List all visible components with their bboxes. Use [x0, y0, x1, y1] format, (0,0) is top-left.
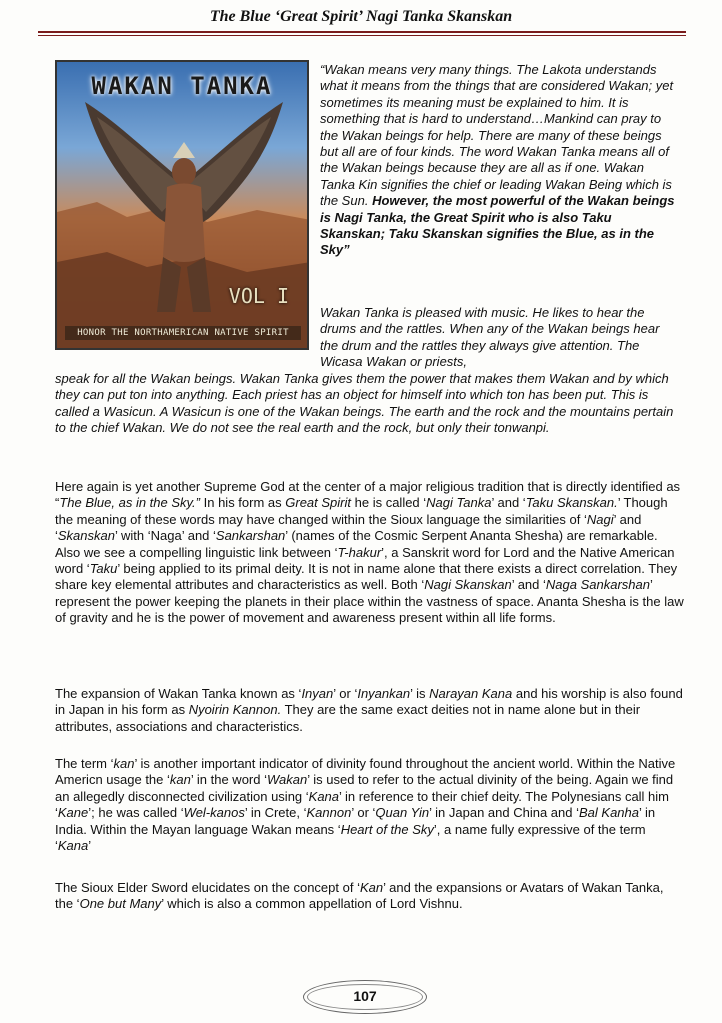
header-rule-thin	[38, 35, 686, 36]
text-run: ’ in Japan and China and ‘	[429, 805, 579, 821]
text-run: he is called ‘	[351, 495, 427, 511]
italic-run: Kana	[57, 838, 89, 854]
text-run: ’ being applied to its primal deity. It is not in name alone that there exists a direct correlation. They share key elemental attributes and characteristics as well. Both ‘	[55, 561, 678, 593]
text-run: ’ is	[410, 686, 430, 701]
music-paragraph-bottom: speak for all the Wakan beings. Wakan Tanka gives them the power that makes them Wakan and by which they can put ton into anything. Each priest has an object for himself into which ton has been put. This is called a Wasicun. A Wasicun is one of the Wakan beings. The earth and the rock and the mountains pertain to the chief Wakan. We do not see the real earth and the rock, but only their tonwanpi.	[55, 371, 674, 436]
text-run: ’, a name fully expressive of the term ‘	[55, 821, 646, 854]
cover-banner-text: HONOR THE NORTHAMERICAN NATIVE SPIRIT	[65, 326, 301, 340]
italic-run: Naga Sankarshan	[545, 577, 650, 593]
paragraph-inyan	[55, 686, 685, 735]
italic-run: Great Spirit	[285, 495, 352, 511]
page-number: 107	[353, 988, 377, 1004]
italic-run: Heart of the Sky	[340, 821, 434, 837]
text-run: ’, a Sanskrit word for Lord and the Native American word ‘	[55, 544, 675, 577]
italic-run: Kana	[308, 788, 340, 804]
lakota-quote	[320, 62, 680, 259]
text-run: ’	[88, 838, 92, 854]
text-run: The term ‘	[55, 756, 114, 771]
page-header-title: The Blue ‘Great Spirit’ Nagi Tanka Skanskan	[209, 8, 513, 25]
cover-title: WAKAN TANKA	[91, 72, 273, 100]
text-run: The Sioux Elder Sword elucidates on the concept of ‘	[55, 880, 360, 895]
text-run: ’ in Crete, ‘	[244, 805, 307, 821]
text-run: In his form as	[200, 495, 286, 511]
italic-run: Inyan	[301, 686, 334, 701]
text-run: ’ and ‘	[511, 577, 546, 593]
italic-run: Kan	[359, 880, 384, 895]
italic-run: Bal Kanha	[579, 805, 639, 821]
italic-run: Quan Yin	[375, 805, 430, 821]
italic-run: Nagi	[586, 511, 614, 527]
italic-run: Taku	[89, 561, 118, 577]
text-run: ’ or ‘	[333, 686, 358, 701]
paragraph-blue-sky	[55, 479, 685, 627]
italic-run: Kane	[57, 805, 89, 821]
italic-run: The Blue, as in the Sky.”	[59, 495, 201, 511]
text-run: ’; he was called ‘	[88, 805, 184, 821]
album-cover-image	[55, 60, 309, 350]
music-paragraph-top: Wakan Tanka is pleased with music. He likes to hear the drums and the rattles. When any of the Wakan beings hear the drum and the rattles they always give attention. The Wicasa Wakan or priests,	[320, 305, 660, 370]
italic-run: Wakan	[266, 772, 308, 788]
text-run: ’ in reference to their chief deity. The Polynesians call him ‘	[55, 788, 670, 821]
italic-run: Sankarshan	[215, 528, 286, 544]
text-run: ’ Though the meaning of these words may have changed within the Sioux language the similarities of ‘	[55, 495, 668, 527]
italic-run: Skanskan	[57, 528, 115, 544]
italic-run: kan	[169, 772, 191, 788]
text-run: ’ and the expansions or Avatars of Wakan Tanka, the ‘	[55, 880, 664, 912]
text-run: The expansion of Wakan Tanka known as ‘	[55, 686, 302, 701]
text-run: ’ in India. Within the Mayan language Wakan means ‘	[55, 805, 656, 837]
cover-volume-label: VOL I	[228, 284, 289, 308]
text-run: ’ (names of the Cosmic Serpent Ananta Shesha) are remarkable. Also we see a compelling linguistic link between ‘	[55, 528, 658, 560]
italic-run: Nagi Skanskan	[424, 577, 512, 593]
text-run: ’ with ‘Naga’ and ‘	[114, 528, 216, 544]
paragraph-sioux-elder	[55, 880, 685, 913]
italic-run: Nyoirin Kannon.	[188, 702, 282, 718]
text-run: and his worship is also found in Japan in his form as	[55, 686, 683, 718]
italic-run: Nagi Tanka	[426, 495, 492, 511]
italic-run: kan	[113, 756, 135, 771]
header-rule	[38, 31, 686, 33]
italic-run: Kannon	[306, 805, 352, 821]
text-run: ’ or ‘	[351, 805, 376, 821]
text-run: ’ and ‘	[491, 495, 526, 511]
text-run: ’ and ‘	[55, 511, 642, 544]
quote-text: “Wakan means very many things. The Lakota understands what it means from the things that are considered Wakan; yet sometimes its meaning must be explained to him. It is something that is hard to understand…Mankind can pray to the Wakan beings for help. There are many of these beings but all are of four kinds. The word Wakan Tanka means all of the Wakan beings because they are all as if one. Wakan Tanka Kin signifies the chief or leading Wakan Being which is the Sun.	[320, 62, 674, 209]
paragraph-kan	[55, 756, 685, 854]
text-run: ’ in the word ‘	[190, 772, 267, 788]
text-run: ’ is another important indicator of divinity found throughout the ancient world. Within the Native Americn usage the ‘	[55, 756, 676, 788]
text-run: ’ which is also a common appellation of Lord Vishnu.	[161, 896, 463, 912]
text-run: Here again is yet another Supreme God at the center of a major religious tradition that is directly identified as “	[55, 479, 681, 511]
italic-run: Taku Skanskan.	[525, 495, 618, 511]
italic-run: T-hakur	[337, 544, 382, 560]
italic-run: Narayan Kana	[429, 686, 513, 701]
italic-run: Wel-kanos	[183, 805, 245, 821]
quote-bold-text: However, the most powerful of the Wakan beings is Nagi Tanka, the Great Spirit who is also Taku Skanskan; Taku Skanskan signifies the Blue, as in the Sky”	[320, 193, 675, 258]
text-run: They are the same exact deities not in name alone but in their attributes, associations and characteristics.	[55, 702, 641, 734]
italic-run: Inyankan	[357, 686, 411, 701]
italic-run: One but Many	[79, 896, 162, 912]
text-run: ’ is used to refer to the actual divinity of the being. Again we find an allegedly disconnected civilization using ‘	[55, 772, 674, 804]
text-run: ’ represent the power keeping the planets in their place within the vastness of space. Ananta Shesha is the law of gravity and he is the power of movement and awareness present within all life forms.	[55, 577, 684, 626]
